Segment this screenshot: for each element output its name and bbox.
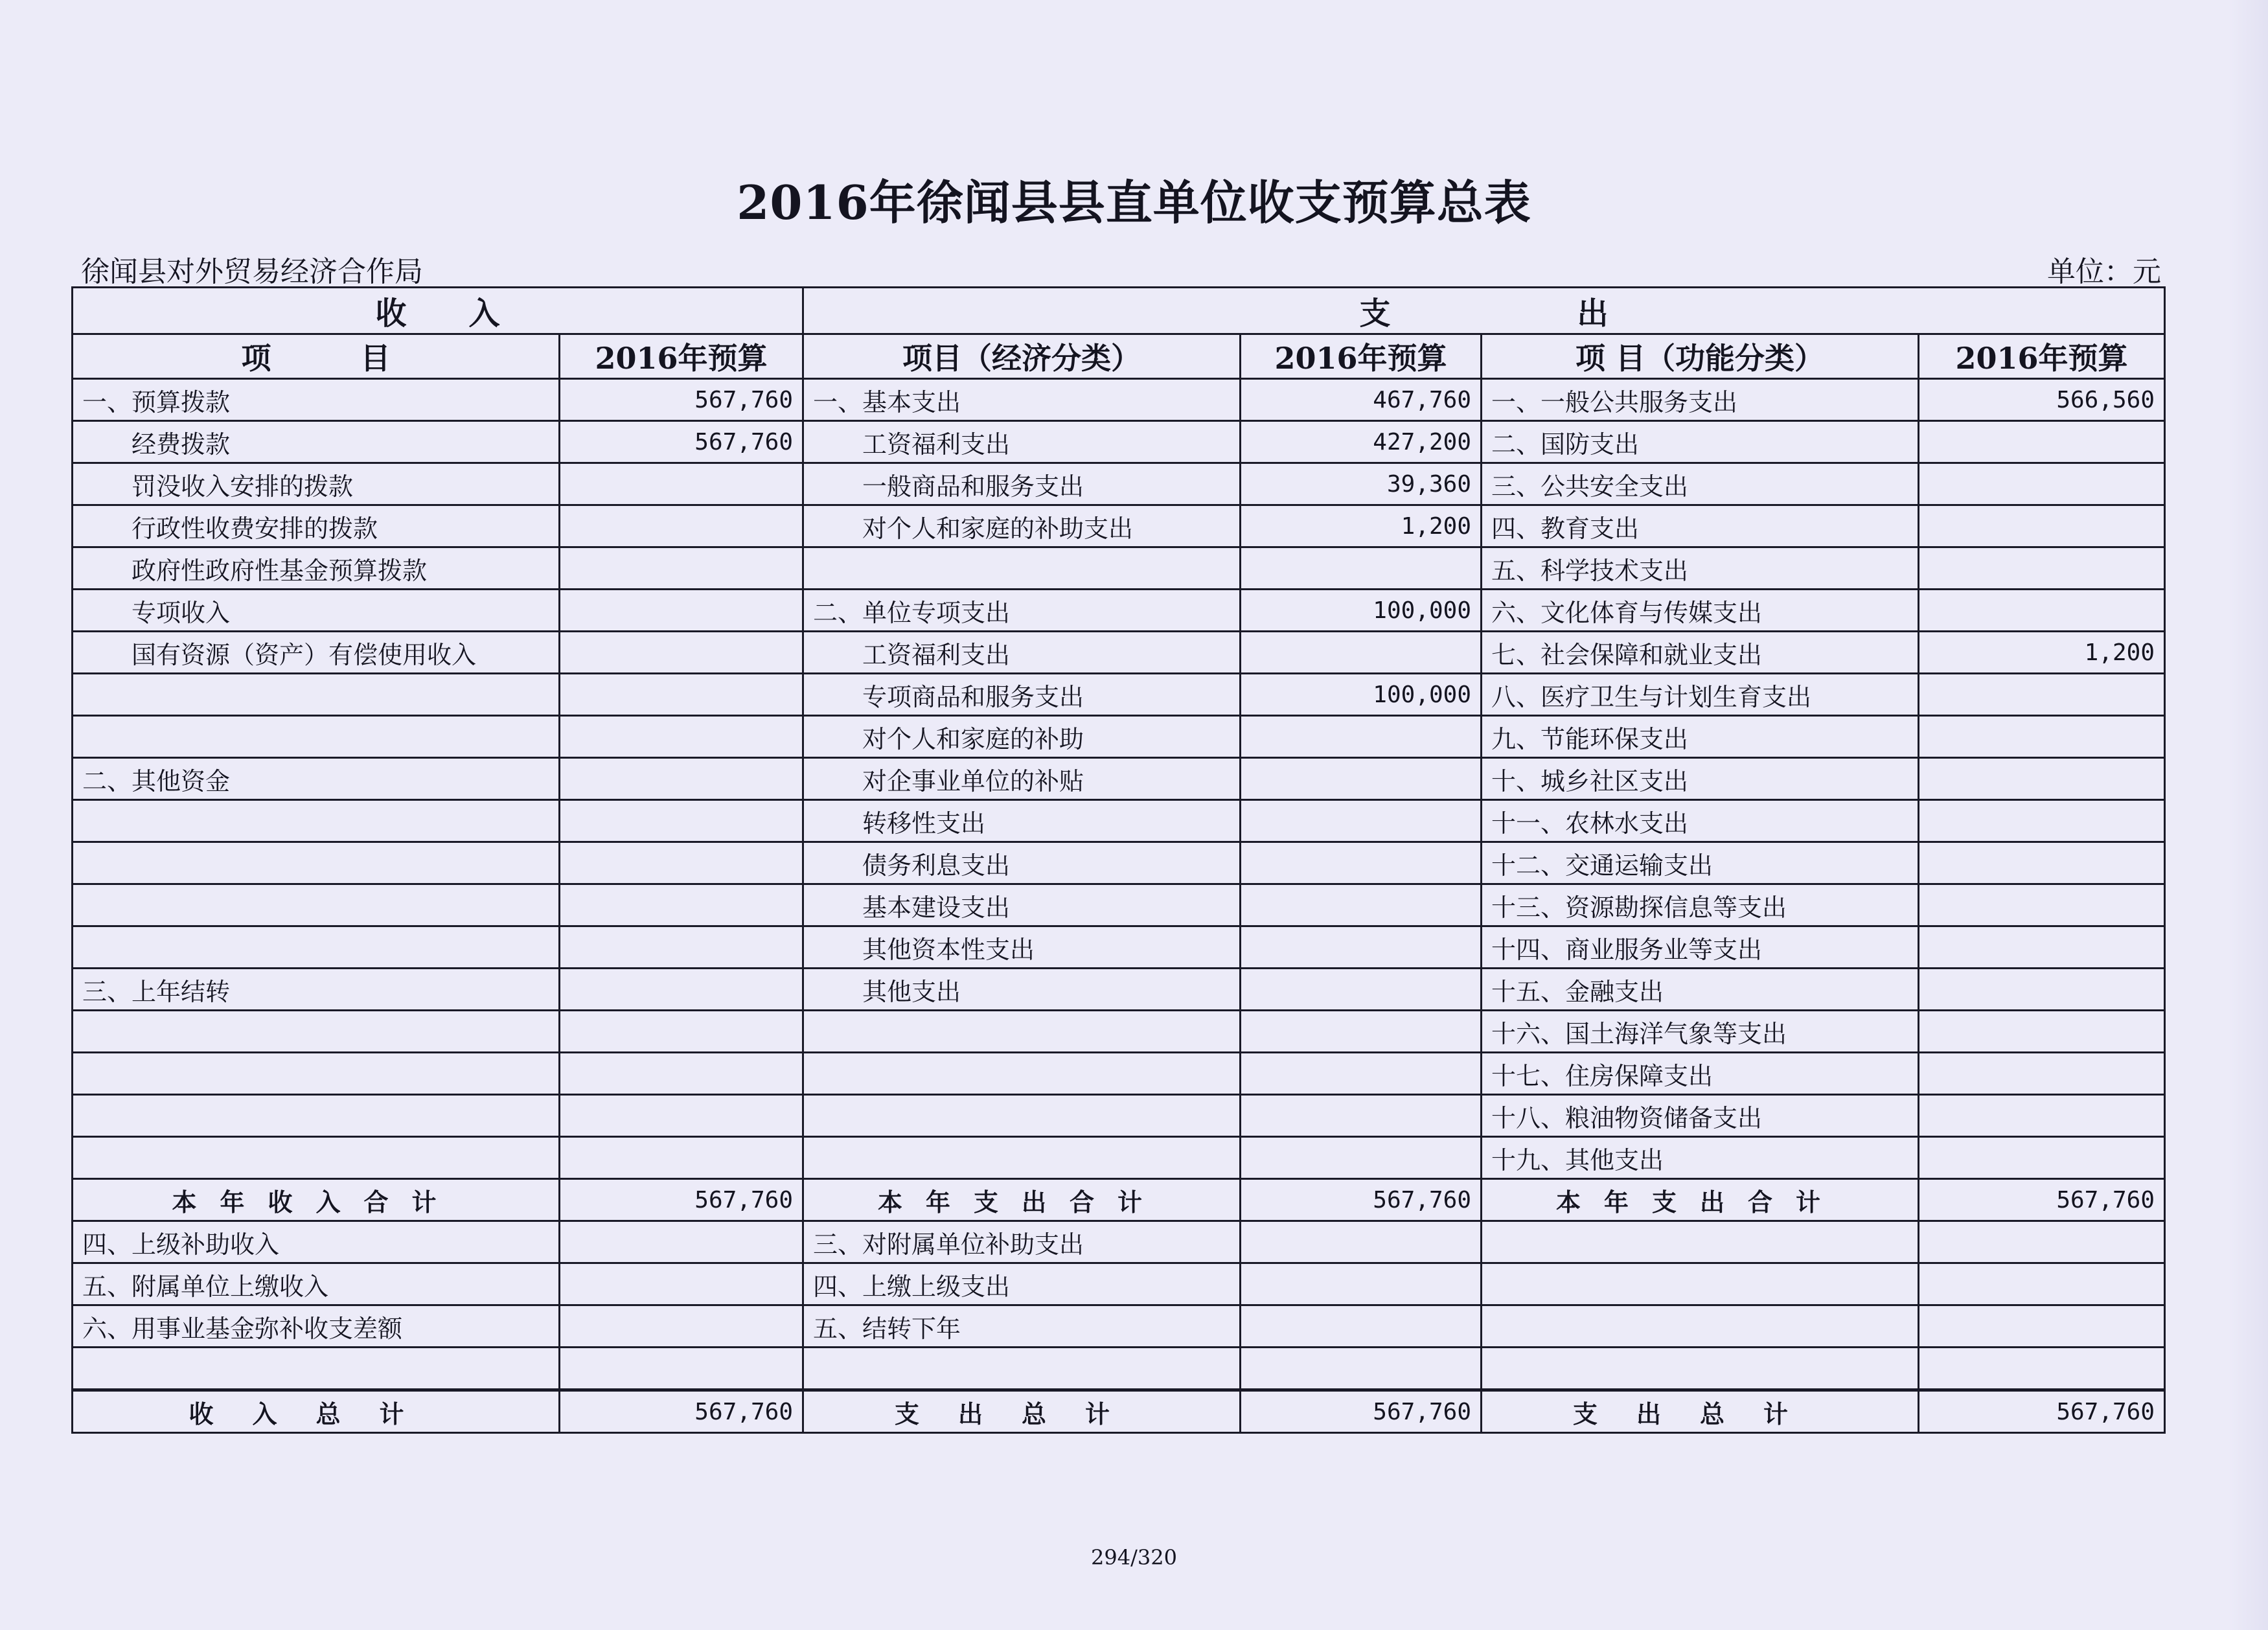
func-item-cell: 六、文化体育与传媒支出 <box>1482 590 1919 632</box>
func-budget-cell <box>1919 547 2165 590</box>
table-row <box>73 969 2165 1011</box>
income-item-cell: 国有资源（资产）有偿使用收入 <box>73 632 560 674</box>
func-budget-cell: 566,560 <box>1919 379 2165 421</box>
econ-item-cell <box>803 1095 1241 1137</box>
income-item-cell <box>73 716 560 758</box>
income-budget-cell <box>560 1137 803 1179</box>
func-item-cell: 十八、粮油物资储备支出 <box>1482 1095 1919 1137</box>
table-row <box>73 1305 2165 1348</box>
econ-budget-cell: 39,360 <box>1241 463 1482 505</box>
income-budget-cell <box>560 1221 803 1263</box>
econ-budget-cell <box>1241 884 1482 926</box>
page-edge <box>2229 0 2268 1630</box>
econ-budget-cell <box>1241 1011 1482 1053</box>
econ-budget-cell <box>1241 1221 1482 1263</box>
econ-item-cell: 工资福利支出 <box>803 421 1241 463</box>
func-item-cell: 九、节能环保支出 <box>1482 716 1919 758</box>
income-item-cell: 专项收入 <box>73 590 560 632</box>
func-budget-cell <box>1919 1221 2165 1263</box>
income-budget-cell <box>560 1011 803 1053</box>
func-budget-cell <box>1919 1011 2165 1053</box>
year-income-total-value: 567,760 <box>560 1179 803 1221</box>
income-item-cell: 政府性政府性基金预算拨款 <box>73 547 560 590</box>
unit-label: 单位：元 <box>2047 255 2161 288</box>
income-item-cell: 一、预算拨款 <box>73 379 560 421</box>
table-row <box>73 716 2165 758</box>
econ-budget-cell <box>1241 800 1482 842</box>
income-item-cell <box>73 1053 560 1095</box>
table-row <box>73 758 2165 800</box>
grand-func-total-value: 567,760 <box>1919 1390 2165 1433</box>
unit-name: 徐闻县对外贸易经济合作局 <box>81 255 423 288</box>
econ-budget-cell <box>1241 969 1482 1011</box>
income-budget-cell <box>560 463 803 505</box>
func-item-cell: 十一、农林水支出 <box>1482 800 1919 842</box>
econ-item-cell: 其他资本性支出 <box>803 926 1241 969</box>
year-total-row <box>73 1179 2165 1221</box>
func-item-cell <box>1482 1221 1919 1263</box>
income-budget-cell <box>560 1305 803 1348</box>
econ-item-cell <box>803 547 1241 590</box>
table-row <box>73 590 2165 632</box>
income-budget-cell <box>560 547 803 590</box>
econ-item-cell: 四、上缴上级支出 <box>803 1263 1241 1305</box>
func-item-cell: 八、医疗卫生与计划生育支出 <box>1482 674 1919 716</box>
econ-budget-cell <box>1241 1095 1482 1137</box>
func-item-cell: 十五、金融支出 <box>1482 969 1919 1011</box>
func-budget-cell <box>1919 969 2165 1011</box>
econ-budget-cell <box>1241 926 1482 969</box>
econ-item-cell: 专项商品和服务支出 <box>803 674 1241 716</box>
income-item-cell <box>73 1095 560 1137</box>
income-header: 收 入 <box>73 288 803 334</box>
func-budget-cell <box>1919 1263 2165 1305</box>
func-item-cell: 四、教育支出 <box>1482 505 1919 547</box>
econ-budget-cell <box>1241 632 1482 674</box>
func-item-cell <box>1482 1263 1919 1305</box>
econ-budget-cell: 467,760 <box>1241 379 1482 421</box>
income-item-cell <box>73 884 560 926</box>
func-item-cell: 十三、资源勘探信息等支出 <box>1482 884 1919 926</box>
col-budget-header: 2016年预算 <box>1919 334 2165 379</box>
header-row-2 <box>73 334 2165 379</box>
econ-budget-cell <box>1241 547 1482 590</box>
econ-item-cell: 三、对附属单位补助支出 <box>803 1221 1241 1263</box>
table-row <box>73 463 2165 505</box>
func-budget-cell <box>1919 590 2165 632</box>
budget-table <box>71 286 2166 1434</box>
income-item-cell <box>73 1011 560 1053</box>
table-row <box>73 632 2165 674</box>
econ-item-cell: 对个人和家庭的补助 <box>803 716 1241 758</box>
func-budget-cell <box>1919 505 2165 547</box>
econ-item-cell: 一般商品和服务支出 <box>803 463 1241 505</box>
income-item-cell: 经费拨款 <box>73 421 560 463</box>
year-econ-total-label: 本年支出合计 <box>803 1179 1241 1221</box>
income-item-cell <box>73 1348 560 1390</box>
income-item-cell: 行政性收费安排的拨款 <box>73 505 560 547</box>
income-budget-cell <box>560 884 803 926</box>
econ-item-cell: 转移性支出 <box>803 800 1241 842</box>
col-budget-header: 2016年预算 <box>1241 334 1482 379</box>
grand-income-total-value: 567,760 <box>560 1390 803 1433</box>
table-row <box>73 1263 2165 1305</box>
econ-item-cell <box>803 1011 1241 1053</box>
income-item-cell <box>73 800 560 842</box>
table-row <box>73 1095 2165 1137</box>
grand-econ-total-value: 567,760 <box>1241 1390 1482 1433</box>
income-budget-cell <box>560 505 803 547</box>
func-budget-cell <box>1919 1053 2165 1095</box>
income-budget-cell <box>560 800 803 842</box>
year-econ-total-value: 567,760 <box>1241 1179 1482 1221</box>
econ-item-cell: 对企事业单位的补贴 <box>803 758 1241 800</box>
econ-item-cell: 五、结转下年 <box>803 1305 1241 1348</box>
econ-budget-cell: 427,200 <box>1241 421 1482 463</box>
page-title: 2016年徐闻县县直单位收支预算总表 <box>737 175 1531 230</box>
func-item-cell: 十六、国土海洋气象等支出 <box>1482 1011 1919 1053</box>
income-item-cell: 罚没收入安排的拨款 <box>73 463 560 505</box>
func-item-cell: 七、社会保障和就业支出 <box>1482 632 1919 674</box>
income-budget-cell <box>560 969 803 1011</box>
func-budget-cell <box>1919 884 2165 926</box>
func-item-cell <box>1482 1348 1919 1390</box>
func-budget-cell <box>1919 674 2165 716</box>
expense-header: 支 出 <box>803 288 2165 334</box>
table-row <box>73 1137 2165 1179</box>
table-row <box>73 421 2165 463</box>
income-budget-cell <box>560 1263 803 1305</box>
year-func-total-label: 本年支出合计 <box>1482 1179 1919 1221</box>
econ-budget-cell <box>1241 1348 1482 1390</box>
econ-item-cell: 二、单位专项支出 <box>803 590 1241 632</box>
econ-item-cell: 对个人和家庭的补助支出 <box>803 505 1241 547</box>
table-row <box>73 842 2165 884</box>
grand-total-row <box>73 1390 2165 1433</box>
func-item-cell: 一、一般公共服务支出 <box>1482 379 1919 421</box>
income-item-cell: 四、上级补助收入 <box>73 1221 560 1263</box>
func-budget-cell <box>1919 421 2165 463</box>
table-row <box>73 1011 2165 1053</box>
func-item-cell: 三、公共安全支出 <box>1482 463 1919 505</box>
table-row <box>73 379 2165 421</box>
table-row <box>73 1221 2165 1263</box>
income-item-cell: 六、用事业基金弥补收支差额 <box>73 1305 560 1348</box>
econ-budget-cell: 100,000 <box>1241 590 1482 632</box>
econ-budget-cell <box>1241 758 1482 800</box>
econ-item-cell: 基本建设支出 <box>803 884 1241 926</box>
header-row-1 <box>73 288 2165 334</box>
income-budget-cell <box>560 926 803 969</box>
func-item-cell: 二、国防支出 <box>1482 421 1919 463</box>
income-item-cell <box>73 1137 560 1179</box>
income-budget-cell <box>560 674 803 716</box>
income-budget-cell <box>560 1095 803 1137</box>
func-item-cell: 十四、商业服务业等支出 <box>1482 926 1919 969</box>
grand-income-total-label: 收入总计 <box>73 1390 560 1433</box>
grand-func-total-label: 支出总计 <box>1482 1390 1919 1433</box>
func-item-cell: 十、城乡社区支出 <box>1482 758 1919 800</box>
income-budget-cell <box>560 1053 803 1095</box>
func-budget-cell <box>1919 1095 2165 1137</box>
table-row <box>73 800 2165 842</box>
func-budget-cell <box>1919 1137 2165 1179</box>
grand-econ-total-label: 支出总计 <box>803 1390 1241 1433</box>
table-row <box>73 505 2165 547</box>
econ-budget-cell <box>1241 1053 1482 1095</box>
income-item-cell: 二、其他资金 <box>73 758 560 800</box>
table-row <box>73 674 2165 716</box>
table-row <box>73 926 2165 969</box>
econ-item-cell <box>803 1348 1241 1390</box>
income-budget-cell <box>560 590 803 632</box>
year-income-total-label: 本年收入合计 <box>73 1179 560 1221</box>
func-budget-cell <box>1919 716 2165 758</box>
econ-budget-cell: 100,000 <box>1241 674 1482 716</box>
func-budget-cell <box>1919 800 2165 842</box>
econ-item-cell <box>803 1053 1241 1095</box>
income-item-cell: 三、上年结转 <box>73 969 560 1011</box>
econ-budget-cell <box>1241 1137 1482 1179</box>
econ-budget-cell <box>1241 1263 1482 1305</box>
econ-budget-cell <box>1241 716 1482 758</box>
income-budget-cell <box>560 632 803 674</box>
func-budget-cell <box>1919 758 2165 800</box>
func-budget-cell <box>1919 1348 2165 1390</box>
func-item-cell: 五、科学技术支出 <box>1482 547 1919 590</box>
econ-item-cell: 工资福利支出 <box>803 632 1241 674</box>
col-econ-header: 项目（经济分类） <box>803 334 1241 379</box>
econ-budget-cell <box>1241 1305 1482 1348</box>
table-row <box>73 1348 2165 1390</box>
func-budget-cell <box>1919 926 2165 969</box>
col-budget-header: 2016年预算 <box>560 334 803 379</box>
income-item-cell: 五、附属单位上缴收入 <box>73 1263 560 1305</box>
econ-item-cell: 债务利息支出 <box>803 842 1241 884</box>
func-item-cell: 十七、住房保障支出 <box>1482 1053 1919 1095</box>
income-budget-cell <box>560 758 803 800</box>
income-item-cell <box>73 674 560 716</box>
func-budget-cell <box>1919 842 2165 884</box>
func-item-cell: 十二、交通运输支出 <box>1482 842 1919 884</box>
year-func-total-value: 567,760 <box>1919 1179 2165 1221</box>
econ-item-cell: 其他支出 <box>803 969 1241 1011</box>
table-row <box>73 884 2165 926</box>
income-item-cell <box>73 842 560 884</box>
col-func-header: 项 目（功能分类） <box>1482 334 1919 379</box>
econ-budget-cell: 1,200 <box>1241 505 1482 547</box>
table-row <box>73 547 2165 590</box>
econ-item-cell <box>803 1137 1241 1179</box>
func-budget-cell <box>1919 463 2165 505</box>
econ-item-cell: 一、基本支出 <box>803 379 1241 421</box>
func-budget-cell: 1,200 <box>1919 632 2165 674</box>
income-budget-cell: 567,760 <box>560 421 803 463</box>
page-number: 294/320 <box>1091 1545 1177 1570</box>
income-budget-cell <box>560 716 803 758</box>
func-budget-cell <box>1919 1305 2165 1348</box>
income-budget-cell: 567,760 <box>560 379 803 421</box>
econ-budget-cell <box>1241 842 1482 884</box>
income-budget-cell <box>560 842 803 884</box>
func-item-cell <box>1482 1305 1919 1348</box>
income-item-cell <box>73 926 560 969</box>
col-item-header: 项 目 <box>73 334 560 379</box>
income-budget-cell <box>560 1348 803 1390</box>
func-item-cell: 十九、其他支出 <box>1482 1137 1919 1179</box>
table-row <box>73 1053 2165 1095</box>
